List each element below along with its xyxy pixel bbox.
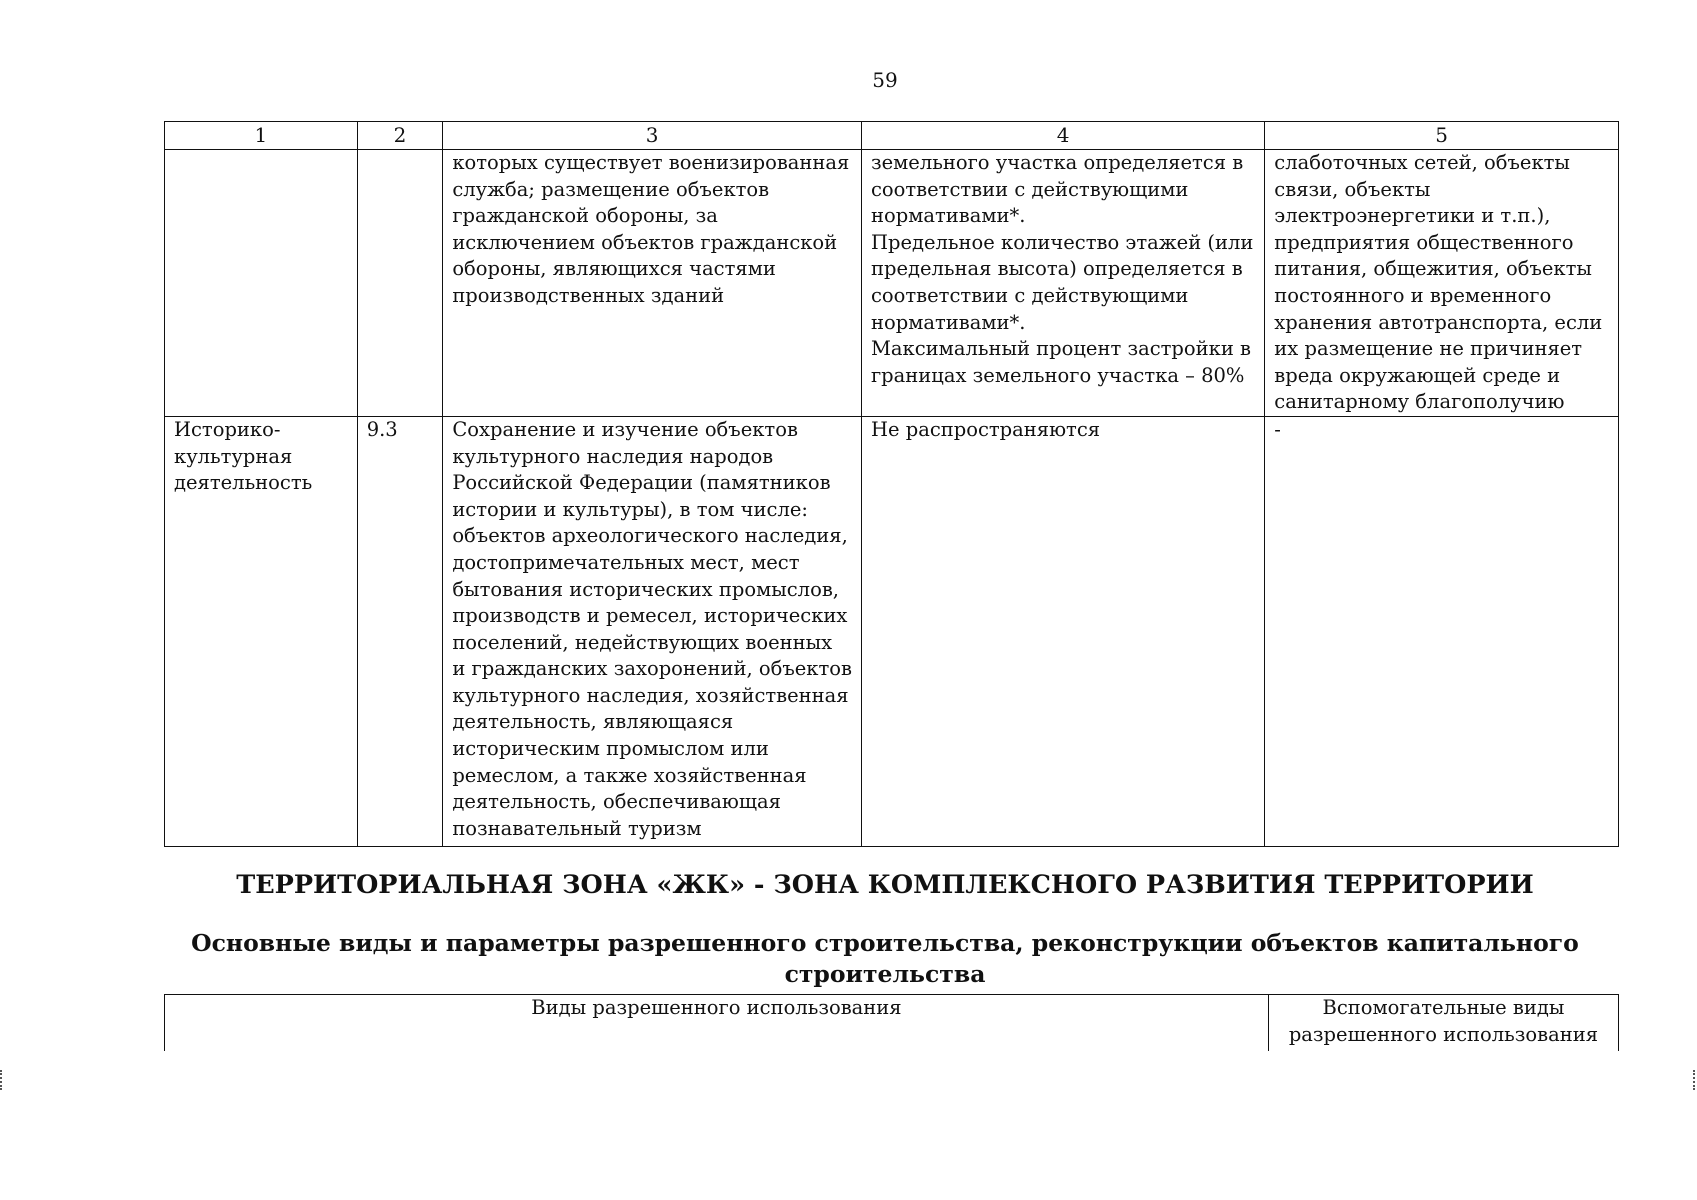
cell-text-line: которых существует военизированная (452, 151, 850, 174)
cell-text-line: достопримечательных мест, мест (452, 550, 800, 574)
cell-text-line: слаботочных сетей, объекты (1274, 151, 1570, 174)
row1-col2 (357, 150, 443, 417)
cell-text-line: постоянного и временного (1274, 283, 1552, 307)
row2-col2 (357, 416, 443, 846)
cell-text-line: Российской Федерации (памятников (452, 471, 831, 495)
row1-col5 (1265, 150, 1619, 417)
cell-text-line: - (1274, 417, 1281, 441)
cell-text-line: хранения автотранспорта, если (1274, 310, 1603, 334)
header-cell-5: 5 (1265, 122, 1619, 150)
cell-text-line: предельная высота) определяется в (870, 257, 1243, 281)
row2-col3 (443, 416, 862, 846)
header-cell-1: 1 (165, 122, 358, 150)
regulations-table (164, 121, 1619, 847)
cell-text-line: деятельность (174, 471, 313, 495)
cell-text-line: Историко- (174, 417, 281, 441)
cell-text-line: производственных зданий (452, 283, 725, 307)
scan-margin-mark-left (0, 1070, 4, 1090)
cell-text-line: исключением объектов гражданской (452, 230, 838, 254)
auxiliary-use-label-line-2: разрешенного использования (1288, 1022, 1599, 1046)
row1-col1 (165, 150, 358, 417)
permitted-use-table (164, 994, 1619, 1051)
cell-text-line: их размещение не причиняет (1274, 337, 1583, 361)
cell-text-line: земельного участка определяется в (870, 151, 1244, 174)
cell-text-line: санитарному благополучию (1274, 390, 1565, 414)
cell-text-line: деятельность, обеспечивающая (452, 790, 781, 814)
cell-text-line: обороны, являющихся частями (452, 257, 776, 281)
cell-text-line: границах земельного участка – 80% (870, 363, 1245, 387)
cell-text-line: гражданской обороны, за (452, 204, 718, 228)
row2-col1 (165, 416, 358, 846)
cell-text-line: соответствии с действующими (870, 283, 1189, 307)
header-cell-2: 2 (357, 122, 443, 150)
cell-text-line: культурного наследия, хозяйственная (452, 683, 849, 707)
cell-text-line: культурного наследия народов (452, 444, 774, 468)
cell-text-line: бытования исторических промыслов, (452, 577, 839, 601)
cell-text-line: Не распространяются (870, 417, 1101, 441)
table-header-row (165, 995, 1619, 1052)
cell-text-line: Максимальный процент застройки в (870, 337, 1252, 361)
section-subtitle-line-2: строительства (784, 960, 986, 988)
header-cell-3: 3 (443, 122, 862, 150)
cell-text-line: вреда окружающей среде и (1274, 363, 1561, 387)
cell-text-line: Сохранение и изучение объектов (452, 417, 798, 441)
section-subtitle (0, 928, 1697, 990)
table-header-row (165, 122, 1619, 150)
auxiliary-use-header (1268, 995, 1618, 1052)
row1-col3 (443, 150, 862, 417)
page-number: 59 (872, 68, 898, 92)
cell-text-line: служба; размещение объектов (452, 177, 770, 201)
cell-text-line: истории и культуры), в том числе: (452, 497, 808, 521)
cell-text-line: питания, общежития, объекты (1274, 257, 1592, 281)
cell-text-line: поселений, недействующих военных (452, 630, 833, 654)
cell-text-line: электроэнергетики и т.п.), (1274, 204, 1551, 228)
cell-text-line: нормативами*. (870, 310, 1026, 334)
cell-text-line: Предельное количество этажей (или (870, 230, 1254, 254)
cell-text-line: предприятия общественного (1274, 230, 1574, 254)
header-cell-4: 4 (861, 122, 1264, 150)
row2-col4 (861, 416, 1264, 846)
row2-col5 (1265, 416, 1619, 846)
cell-text-line: культурная (174, 444, 293, 468)
table-row (165, 416, 1619, 846)
permitted-use-header (165, 995, 1269, 1052)
cell-text-line: ремеслом, а также хозяйственная (452, 763, 807, 787)
cell-text-line: нормативами*. (870, 204, 1026, 228)
cell-text-line: и гражданских захоронений, объектов (452, 657, 852, 681)
cell-text-line: историческим промыслом или (452, 737, 769, 761)
cell-text-line: 9.3 (366, 417, 398, 441)
table-row (165, 150, 1619, 417)
auxiliary-use-label-line-1: Вспомогательные виды (1322, 996, 1565, 1019)
section-subtitle-line-1: Основные виды и параметры разрешенного строительства, реконструкции объектов капитального (191, 929, 1579, 957)
cell-text-line: деятельность, являющаяся (452, 710, 734, 734)
cell-text-line: связи, объекты (1274, 177, 1431, 201)
cell-text-line: производств и ремесел, исторических (452, 604, 848, 628)
cell-text-line: соответствии с действующими (870, 177, 1189, 201)
cell-text-line: объектов археологического наследия, (452, 524, 848, 548)
permitted-use-label: Виды разрешенного использования (531, 996, 902, 1019)
zone-title: ТЕРРИТОРИАЛЬНАЯ ЗОНА «ЖК» - ЗОНА КОМПЛЕКСНОГО РАЗВИТИЯ ТЕРРИТОРИИ (236, 870, 1534, 900)
row1-col4 (861, 150, 1264, 417)
scan-margin-mark-right (1693, 1070, 1697, 1090)
cell-text-line: познавательный туризм (452, 816, 702, 840)
